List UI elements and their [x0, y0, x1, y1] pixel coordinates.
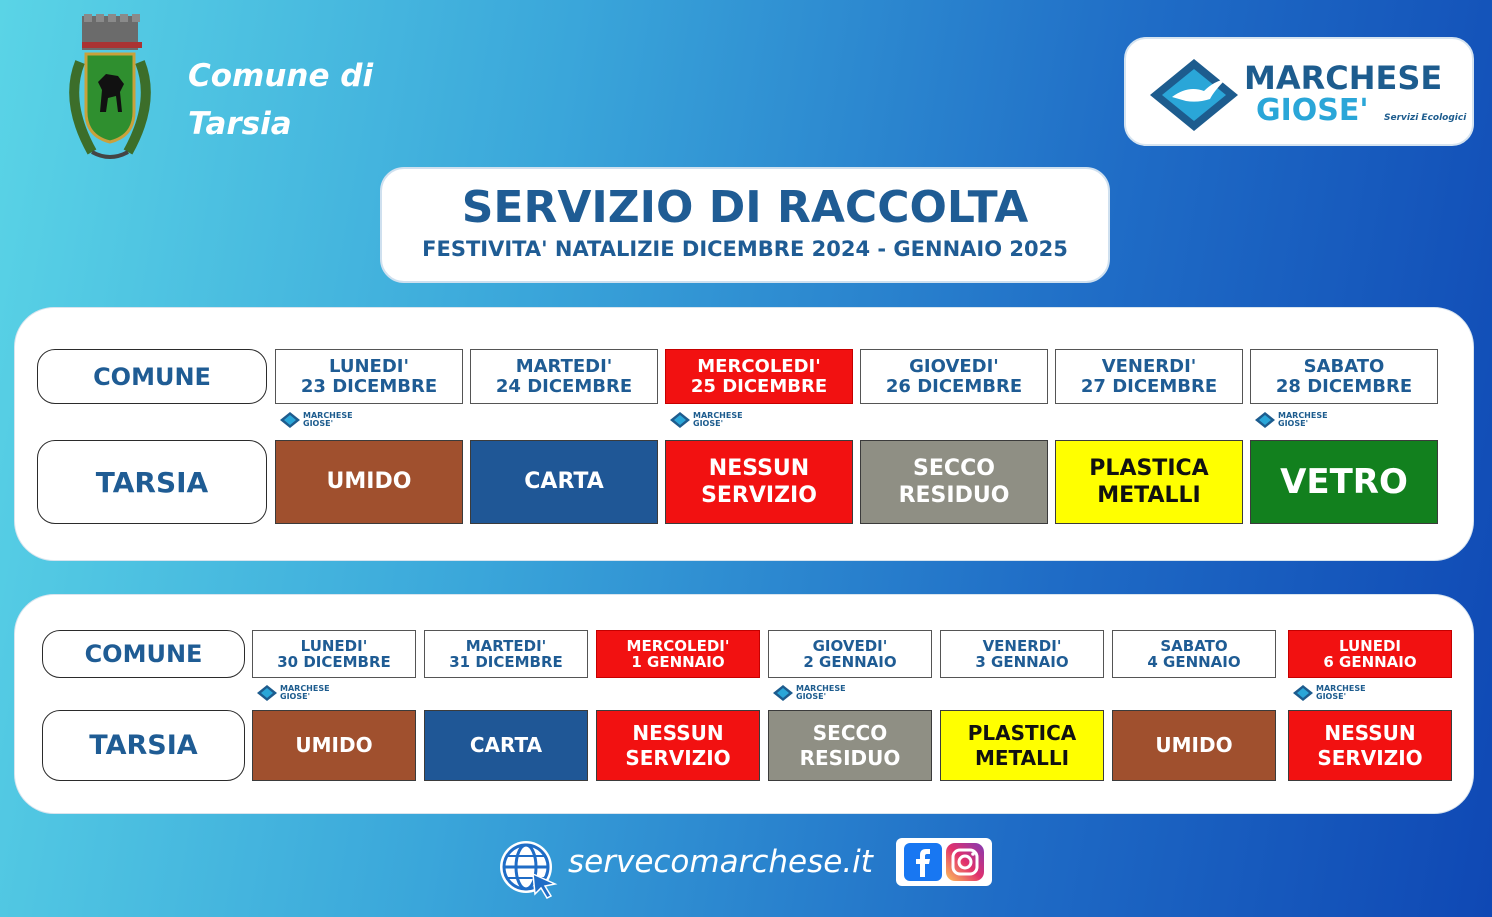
- day-header: [596, 630, 760, 678]
- logo-line2: GIOSE': [1256, 93, 1369, 128]
- comune-crest: [62, 12, 158, 170]
- comune-line1: Comune di: [188, 58, 374, 94]
- mini-logo: [1292, 684, 1366, 702]
- service-cell: [1288, 710, 1452, 781]
- website-link[interactable]: servecomarchese.it: [568, 844, 873, 880]
- mini-logo-line1: MARCHESE: [303, 411, 353, 420]
- service-line2: SERVIZIO: [701, 483, 817, 508]
- service-line1: NESSUN: [708, 455, 810, 481]
- service-text: [1280, 461, 1408, 504]
- service-text: [899, 455, 1010, 510]
- service-cell: [252, 710, 416, 781]
- service-text: [800, 721, 901, 771]
- day-name: SABATO: [1160, 636, 1228, 655]
- logo-line1: MARCHESE: [1244, 59, 1443, 97]
- service-line1: UMIDO: [295, 733, 373, 757]
- service-text: [1155, 733, 1232, 758]
- mini-logo-line1: MARCHESE: [1316, 684, 1366, 693]
- mini-logo-line1: MARCHESE: [796, 684, 846, 693]
- service-line2: METALLI: [1097, 483, 1201, 508]
- mini-logo: [772, 684, 846, 702]
- day-header: [1055, 349, 1243, 404]
- instagram-icon[interactable]: [946, 843, 984, 881]
- day-date: 1 GENNAIO: [631, 653, 725, 671]
- service-text: [701, 455, 817, 510]
- day-date: 28 DICEMBRE: [1275, 375, 1413, 397]
- day-header: [1250, 349, 1438, 404]
- day-date: 23 DICEMBRE: [300, 375, 438, 397]
- mini-logo-line1: MARCHESE: [1278, 411, 1328, 420]
- day-name: MARTEDI': [465, 636, 547, 655]
- mini-logo-icon: [772, 684, 794, 702]
- week2-panel: [14, 594, 1474, 814]
- day-date: 31 DICEMBRE: [449, 653, 563, 671]
- globe-icon: [497, 838, 559, 904]
- day-date: 26 DICEMBRE: [885, 375, 1023, 397]
- service-line1: VETRO: [1280, 461, 1408, 502]
- day-name: VENERDI': [982, 636, 1062, 655]
- day-header: [940, 630, 1104, 678]
- mini-logo-line2: GIOSE': [1278, 419, 1309, 428]
- mini-logo: [279, 411, 353, 429]
- service-cell: [424, 710, 588, 781]
- mini-logo-text: [303, 412, 353, 428]
- service-line2: RESIDUO: [898, 483, 1010, 508]
- day-header: [1288, 630, 1452, 678]
- day-header: [252, 630, 416, 678]
- service-line2: METALLI: [974, 745, 1070, 770]
- mini-logo-text: [693, 412, 743, 428]
- comune-label: COMUNE: [42, 630, 245, 678]
- mini-logo-line2: GIOSE': [280, 692, 311, 701]
- mini-logo-text: [796, 685, 846, 701]
- service-line1: SECCO: [913, 455, 995, 481]
- title-box: [380, 167, 1110, 283]
- mini-logo-line2: GIOSE': [693, 419, 724, 428]
- service-cell: [665, 440, 853, 524]
- day-name: LUNEDI': [329, 355, 409, 377]
- day-date: 2 GENNAIO: [803, 653, 897, 671]
- day-name: MARTEDI': [515, 355, 613, 377]
- facebook-icon[interactable]: [904, 843, 942, 881]
- day-name: SABATO: [1303, 355, 1385, 377]
- company-logo: [1124, 37, 1474, 146]
- mini-logo: [669, 411, 743, 429]
- service-text: [295, 733, 372, 758]
- day-date: 30 DICEMBRE: [277, 653, 391, 671]
- service-line1: PLASTICA: [967, 720, 1077, 745]
- mini-logo-icon: [1254, 411, 1276, 429]
- mini-logo-icon: [256, 684, 278, 702]
- service-line2: SERVIZIO: [1317, 745, 1423, 770]
- comune-line2: Tarsia: [188, 106, 292, 142]
- service-cell: [470, 440, 658, 524]
- mini-logo-text: [1316, 685, 1366, 701]
- mini-logo-line2: GIOSE': [796, 692, 827, 701]
- service-cell: [860, 440, 1048, 524]
- day-date: 4 GENNAIO: [1147, 653, 1241, 671]
- day-header: [275, 349, 463, 404]
- service-cell: [1250, 440, 1438, 524]
- service-cell: [275, 440, 463, 524]
- day-date: 27 DICEMBRE: [1080, 375, 1218, 397]
- day-header: [470, 349, 658, 404]
- town-label: TARSIA: [37, 440, 267, 524]
- service-line1: NESSUN: [632, 720, 724, 745]
- service-text: [524, 468, 603, 496]
- day-name: GIOVEDI': [812, 636, 888, 655]
- service-cell: [1055, 440, 1243, 524]
- day-header: [860, 349, 1048, 404]
- day-date: 25 DICEMBRE: [690, 375, 828, 397]
- day-date: 24 DICEMBRE: [495, 375, 633, 397]
- mini-logo-icon: [669, 411, 691, 429]
- mini-logo-line2: GIOSE': [303, 419, 334, 428]
- town-label: TARSIA: [42, 710, 245, 781]
- service-text: [968, 721, 1077, 771]
- service-cell: [1112, 710, 1276, 781]
- mini-logo-icon: [279, 411, 301, 429]
- service-text: [327, 468, 412, 496]
- social-icons: [896, 838, 992, 886]
- day-date: 6 GENNAIO: [1323, 653, 1417, 671]
- service-line1: SECCO: [812, 720, 888, 745]
- service-text: [1317, 721, 1422, 771]
- service-text: [470, 733, 542, 758]
- mini-logo: [1254, 411, 1328, 429]
- day-header: [665, 349, 853, 404]
- service-line1: UMIDO: [326, 469, 412, 495]
- mini-logo: [256, 684, 330, 702]
- mini-logo-line1: MARCHESE: [280, 684, 330, 693]
- mini-logo-text: [1278, 412, 1328, 428]
- mini-logo-line1: MARCHESE: [693, 411, 743, 420]
- service-line1: CARTA: [524, 469, 604, 495]
- mini-logo-line2: GIOSE': [1316, 692, 1347, 701]
- logo-tagline: Servizi Ecologici: [1384, 113, 1467, 123]
- day-header: [768, 630, 932, 678]
- day-date: 3 GENNAIO: [975, 653, 1069, 671]
- day-name: MERCOLEDI': [697, 355, 821, 377]
- service-line1: NESSUN: [1324, 720, 1416, 745]
- service-line2: RESIDUO: [799, 745, 901, 770]
- service-text: [625, 721, 730, 771]
- service-line1: PLASTICA: [1089, 455, 1209, 481]
- mini-logo-text: [280, 685, 330, 701]
- service-line1: UMIDO: [1155, 733, 1233, 757]
- service-cell: [768, 710, 932, 781]
- service-cell: [596, 710, 760, 781]
- page-title: SERVIZIO DI RACCOLTA: [461, 182, 1029, 233]
- day-name: MERCOLEDI': [626, 636, 730, 655]
- service-line1: CARTA: [469, 733, 543, 757]
- logo-diamond-icon: [1148, 57, 1240, 133]
- day-name: GIOVEDI': [909, 355, 999, 377]
- service-cell: [940, 710, 1104, 781]
- service-line2: SERVIZIO: [625, 745, 731, 770]
- mini-logo-icon: [1292, 684, 1314, 702]
- day-name: VENERDI': [1101, 355, 1197, 377]
- day-header: [1112, 630, 1276, 678]
- day-header: [424, 630, 588, 678]
- day-name: LUNEDI: [1338, 636, 1402, 655]
- page-subtitle: FESTIVITA' NATALIZIE DICEMBRE 2024 - GENNAIO 2025: [422, 237, 1068, 261]
- comune-name: [188, 52, 373, 148]
- comune-label: COMUNE: [37, 349, 267, 404]
- day-name: LUNEDI': [300, 636, 368, 655]
- service-text: [1089, 455, 1208, 510]
